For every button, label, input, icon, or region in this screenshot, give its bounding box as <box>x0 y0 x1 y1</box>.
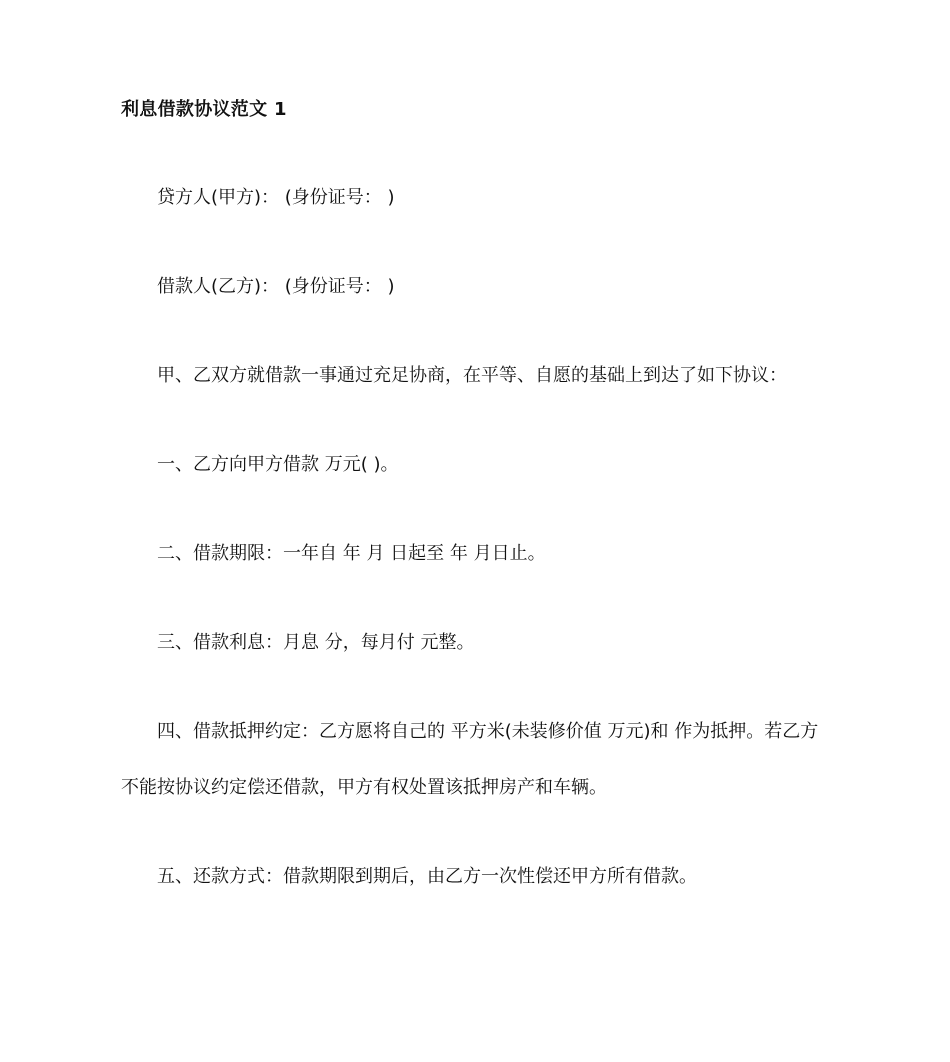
agreement-intro: 甲、乙双方就借款一事通过充足协商，在平等、自愿的基础上到达了如下协议： <box>157 365 787 386</box>
borrower-line: 借款人(乙方)： (身份证号： ) <box>157 276 395 297</box>
clause-loan-term: 二、借款期限：一年自 年 月 日起至 年 月日止。 <box>157 543 546 564</box>
lender-line: 贷方人(甲方)： (身份证号： ) <box>157 187 395 208</box>
clause-repayment: 五、还款方式：借款期限到期后，由乙方一次性偿还甲方所有借款。 <box>157 866 697 887</box>
clause-collateral: 四、借款抵押约定：乙方愿将自己的 平方米(未装修价值 万元)和 作为抵押。若乙方不能按协议约定偿还借款，甲方有权处置该抵押房产和车辆。 <box>121 721 819 798</box>
clause-interest: 三、借款利息：月息 分，每月付 元整。 <box>157 632 475 653</box>
clause-loan-amount: 一、乙方向甲方借款 万元( )。 <box>157 454 399 475</box>
document-title: 利息借款协议范文 1 <box>121 99 287 120</box>
